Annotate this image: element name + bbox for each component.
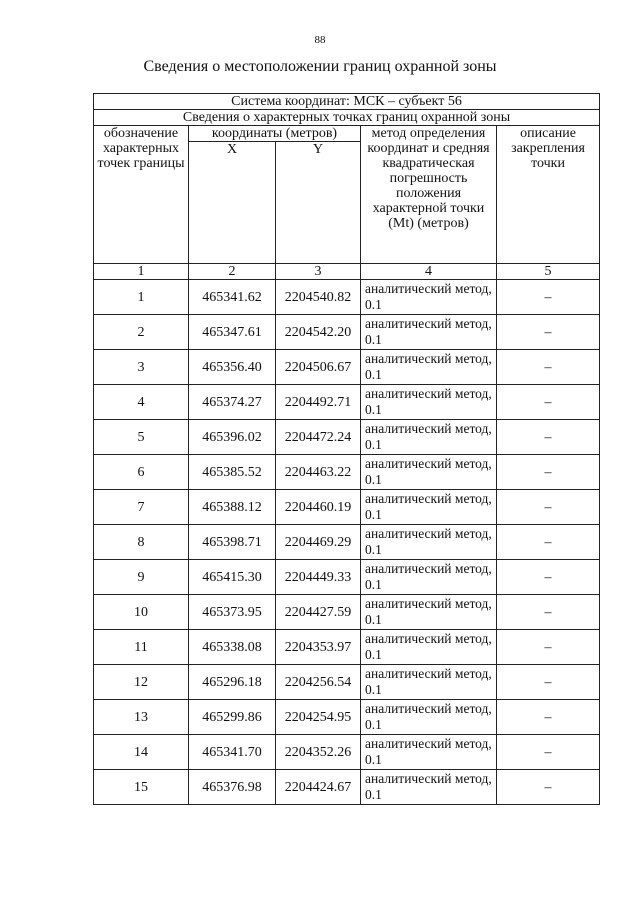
x-coordinate-cell: 465398.71 — [189, 525, 276, 560]
x-coordinate-cell: 465385.52 — [189, 455, 276, 490]
y-coordinate-cell: 2204506.67 — [276, 350, 361, 385]
method-cell: аналитический метод, 0.1 — [361, 385, 497, 420]
point-number-cell: 5 — [94, 420, 189, 455]
point-number-cell: 11 — [94, 630, 189, 665]
point-number-cell: 14 — [94, 735, 189, 770]
description-cell: – — [497, 560, 600, 595]
table-subtitle: Сведения о характерных точках границ охранной зоны — [94, 110, 600, 126]
table-row — [94, 525, 600, 560]
method-cell: аналитический метод, 0.1 — [361, 455, 497, 490]
method-cell: аналитический метод, 0.1 — [361, 700, 497, 735]
x-coordinate-cell: 465376.98 — [189, 770, 276, 805]
method-cell: аналитический метод, 0.1 — [361, 315, 497, 350]
table-row — [94, 665, 600, 700]
point-number-cell: 15 — [94, 770, 189, 805]
y-coordinate-cell: 2204427.59 — [276, 595, 361, 630]
y-coordinate-cell: 2204492.71 — [276, 385, 361, 420]
description-cell: – — [497, 420, 600, 455]
point-number-cell: 9 — [94, 560, 189, 595]
column-number: 4 — [361, 264, 497, 280]
table-row — [94, 455, 600, 490]
description-cell: – — [497, 735, 600, 770]
point-number-cell: 3 — [94, 350, 189, 385]
column-number: 3 — [276, 264, 361, 280]
y-coordinate-cell: 2204256.54 — [276, 665, 361, 700]
x-coordinate-cell: 465341.62 — [189, 280, 276, 315]
y-coordinate-cell: 2204460.19 — [276, 490, 361, 525]
header-description: описание закрепления точки — [497, 126, 600, 264]
y-coordinate-cell: 2204254.95 — [276, 700, 361, 735]
method-cell: аналитический метод, 0.1 — [361, 595, 497, 630]
point-number-cell: 8 — [94, 525, 189, 560]
header-coordinates: координаты (метров) — [189, 126, 361, 142]
table-row — [94, 420, 600, 455]
point-number-cell: 10 — [94, 595, 189, 630]
point-number-cell: 6 — [94, 455, 189, 490]
method-cell: аналитический метод, 0.1 — [361, 280, 497, 315]
y-coordinate-cell: 2204542.20 — [276, 315, 361, 350]
header-designation: обозначение характерных точек границы — [94, 126, 189, 264]
description-cell: – — [497, 350, 600, 385]
coordinates-table — [93, 93, 600, 805]
column-number: 5 — [497, 264, 600, 280]
description-cell: – — [497, 490, 600, 525]
table-row — [94, 630, 600, 665]
y-coordinate-cell: 2204424.67 — [276, 770, 361, 805]
x-coordinate-cell: 465374.27 — [189, 385, 276, 420]
method-cell: аналитический метод, 0.1 — [361, 420, 497, 455]
description-cell: – — [497, 665, 600, 700]
x-coordinate-cell: 465347.61 — [189, 315, 276, 350]
description-cell: – — [497, 455, 600, 490]
method-cell: аналитический метод, 0.1 — [361, 770, 497, 805]
table-row — [94, 315, 600, 350]
header-x: X — [189, 142, 276, 264]
x-coordinate-cell: 465356.40 — [189, 350, 276, 385]
x-coordinate-cell: 465341.70 — [189, 735, 276, 770]
point-number-cell: 13 — [94, 700, 189, 735]
table-row — [94, 700, 600, 735]
method-cell: аналитический метод, 0.1 — [361, 350, 497, 385]
column-number: 1 — [94, 264, 189, 280]
method-cell: аналитический метод, 0.1 — [361, 630, 497, 665]
description-cell: – — [497, 770, 600, 805]
y-coordinate-cell: 2204472.24 — [276, 420, 361, 455]
point-number-cell: 1 — [94, 280, 189, 315]
table-row — [94, 385, 600, 420]
description-cell: – — [497, 525, 600, 560]
table-row — [94, 490, 600, 525]
description-cell: – — [497, 630, 600, 665]
description-cell: – — [497, 700, 600, 735]
point-number-cell: 2 — [94, 315, 189, 350]
y-coordinate-cell: 2204469.29 — [276, 525, 361, 560]
description-cell: – — [497, 595, 600, 630]
method-cell: аналитический метод, 0.1 — [361, 525, 497, 560]
description-cell: – — [497, 280, 600, 315]
x-coordinate-cell: 465415.30 — [189, 560, 276, 595]
y-coordinate-cell: 2204352.26 — [276, 735, 361, 770]
table-row — [94, 595, 600, 630]
method-cell: аналитический метод, 0.1 — [361, 560, 497, 595]
point-number-cell: 7 — [94, 490, 189, 525]
description-cell: – — [497, 385, 600, 420]
y-coordinate-cell: 2204353.97 — [276, 630, 361, 665]
method-cell: аналитический метод, 0.1 — [361, 665, 497, 700]
page-number: 88 — [314, 34, 326, 46]
description-cell: – — [497, 315, 600, 350]
y-coordinate-cell: 2204449.33 — [276, 560, 361, 595]
table-row — [94, 735, 600, 770]
x-coordinate-cell: 465296.18 — [189, 665, 276, 700]
table-row — [94, 560, 600, 595]
column-number: 2 — [189, 264, 276, 280]
y-coordinate-cell: 2204463.22 — [276, 455, 361, 490]
header-y: Y — [276, 142, 361, 264]
table-row — [94, 770, 600, 805]
coordinate-system-header: Система координат: МСК – субъект 56 — [94, 94, 600, 110]
method-cell: аналитический метод, 0.1 — [361, 735, 497, 770]
point-number-cell: 4 — [94, 385, 189, 420]
x-coordinate-cell: 465299.86 — [189, 700, 276, 735]
y-coordinate-cell: 2204540.82 — [276, 280, 361, 315]
document-title: Сведения о местоположении границ охранной зоны — [143, 58, 497, 75]
point-number-cell: 12 — [94, 665, 189, 700]
x-coordinate-cell: 465388.12 — [189, 490, 276, 525]
table-row — [94, 350, 600, 385]
table-row — [94, 280, 600, 315]
x-coordinate-cell: 465338.08 — [189, 630, 276, 665]
header-method: метод определения координат и средняя квадратическая погрешность положения характерной точки (Mt) (метров) — [361, 126, 497, 264]
x-coordinate-cell: 465396.02 — [189, 420, 276, 455]
method-cell: аналитический метод, 0.1 — [361, 490, 497, 525]
x-coordinate-cell: 465373.95 — [189, 595, 276, 630]
